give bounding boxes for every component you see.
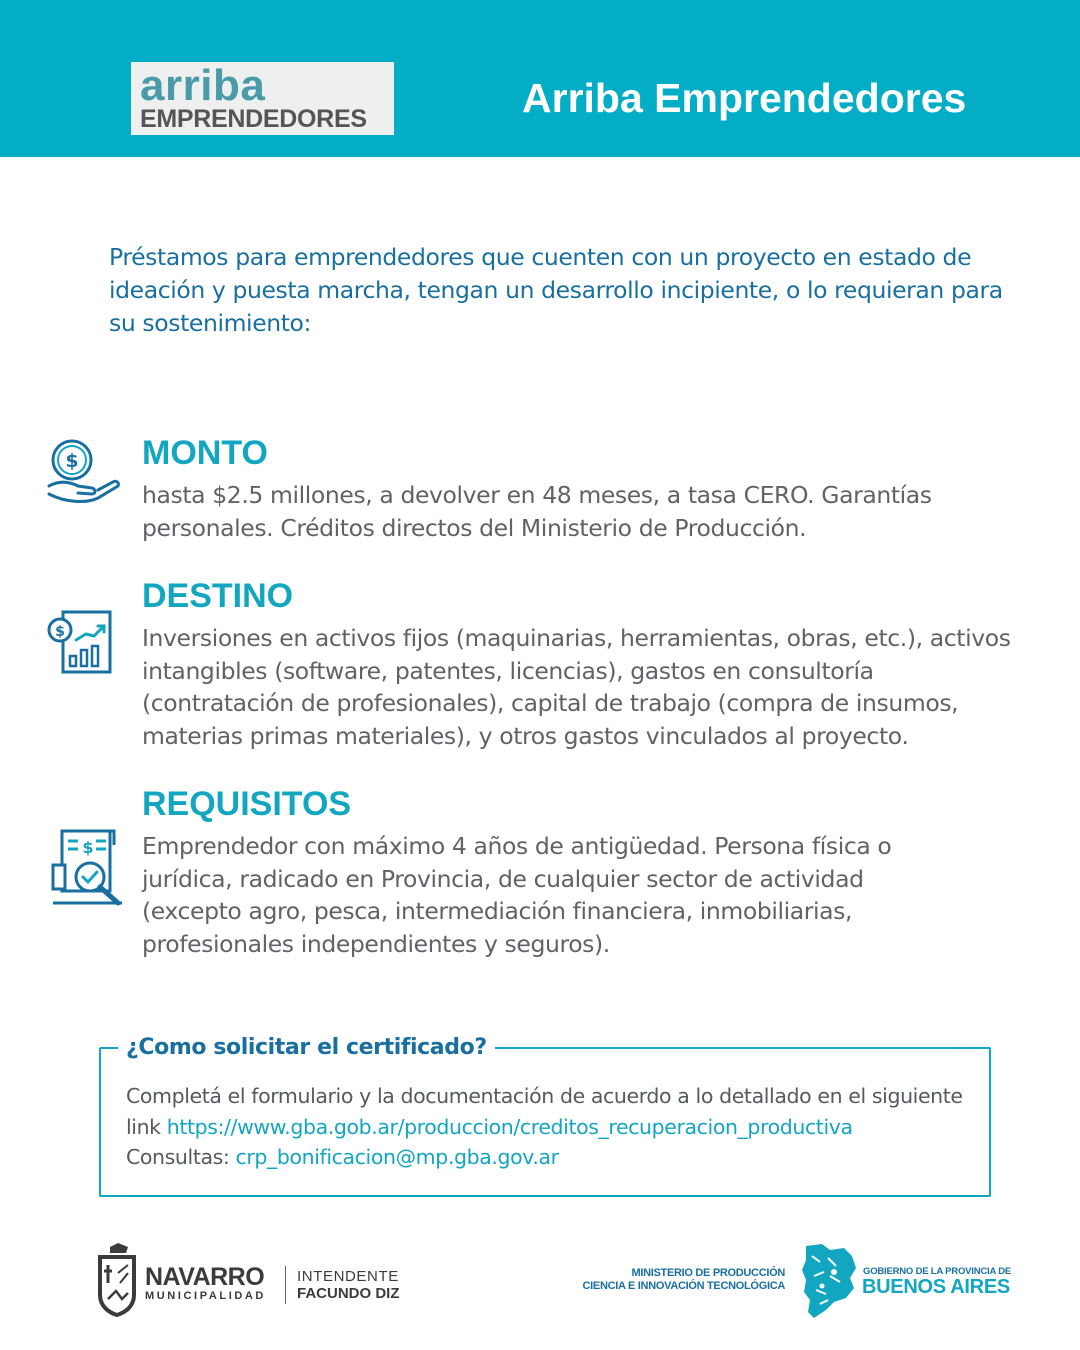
investment-chart-icon bbox=[46, 608, 114, 676]
consultas-email-link[interactable]: crp_bonificacion@mp.gba.gov.ar bbox=[235, 1145, 559, 1169]
intro-text: Préstamos para emprendedores que cuenten con un proyecto en estado de ideación y puesta marcha, tengan un desarrollo incipiente, o lo requieran para su sostenimiento: bbox=[109, 243, 1003, 337]
logo-word-emprendedores: EMPRENDEDORES bbox=[140, 105, 367, 133]
section-title-monto: MONTO bbox=[142, 434, 268, 472]
intendente-name: FACUNDO DIZ bbox=[297, 1285, 400, 1302]
formulario-link[interactable]: https://www.gba.gob.ar/produccion/creditos_recuperacion_productiva bbox=[166, 1114, 853, 1139]
intendente-label: INTENDENTE bbox=[297, 1268, 399, 1285]
section-body-monto: hasta $2.5 millones, a devolver en 48 meses, a tasa CERO. Garantías personales. Créditos directos del Ministerio de Producción. bbox=[142, 481, 932, 542]
section-title-destino: DESTINO bbox=[142, 577, 294, 615]
ministerio-line-2: CIENCIA E INNOVACIÓN TECNOLÓGICA bbox=[582, 1280, 785, 1292]
ministerio-line-1: MINISTERIO DE PRODUCCIÓN bbox=[631, 1267, 785, 1279]
buenos-aires-map-icon bbox=[800, 1242, 858, 1320]
section-body-requisitos: Emprendedor con máximo 4 años de antigüedad. Persona física o jurídica, radicado en Provincia, de cualquier sector de actividad (excepto agro, pesca, intermediación financiera, inmobiliarias, profesionales independientes y seguros). bbox=[142, 832, 892, 958]
navarro-wordmark: NAVARRO bbox=[145, 1263, 265, 1291]
gobierno-line-1: GOBIERNO DE LA PROVINCIA DE bbox=[863, 1266, 1012, 1277]
header-bar bbox=[0, 0, 1080, 157]
page-title: Arriba Emprendedores bbox=[522, 75, 967, 121]
section-title-requisitos: REQUISITOS bbox=[142, 785, 352, 823]
svg-text:$: $ bbox=[65, 450, 79, 472]
logo-word-arriba: arriba bbox=[140, 61, 266, 110]
certificate-box-body bbox=[126, 1081, 976, 1173]
document-check-icon bbox=[50, 827, 126, 907]
certificate-instructions: Completá el formulario y la documentación de acuerdo a lo detallado en el siguiente link bbox=[126, 1084, 963, 1139]
certificate-box-title: ¿Como solicitar el certificado? bbox=[118, 1033, 495, 1063]
municipalidad-wordmark: MUNICIPALIDAD bbox=[145, 1290, 266, 1302]
navarro-shield-logo bbox=[96, 1243, 138, 1317]
money-hand-icon bbox=[46, 434, 122, 506]
arriba-emprendedores-logo bbox=[131, 62, 394, 135]
section-body-destino: Inversiones en activos fijos (maquinarias, herramientas, obras, etc.), activos intangibles (software, patentes, licencias), gastos en consultoría (contratación de profesionales), capital de trabajo (compra de insumos, materias primas materiales), y otros gastos vinculados al proyecto. bbox=[142, 624, 1011, 750]
svg-text:$: $ bbox=[55, 624, 65, 640]
gobierno-line-2: BUENOS AIRES bbox=[862, 1276, 1010, 1298]
svg-text:$: $ bbox=[82, 838, 94, 857]
footer-divider bbox=[285, 1266, 286, 1304]
consultas-label: Consultas: bbox=[126, 1145, 236, 1169]
